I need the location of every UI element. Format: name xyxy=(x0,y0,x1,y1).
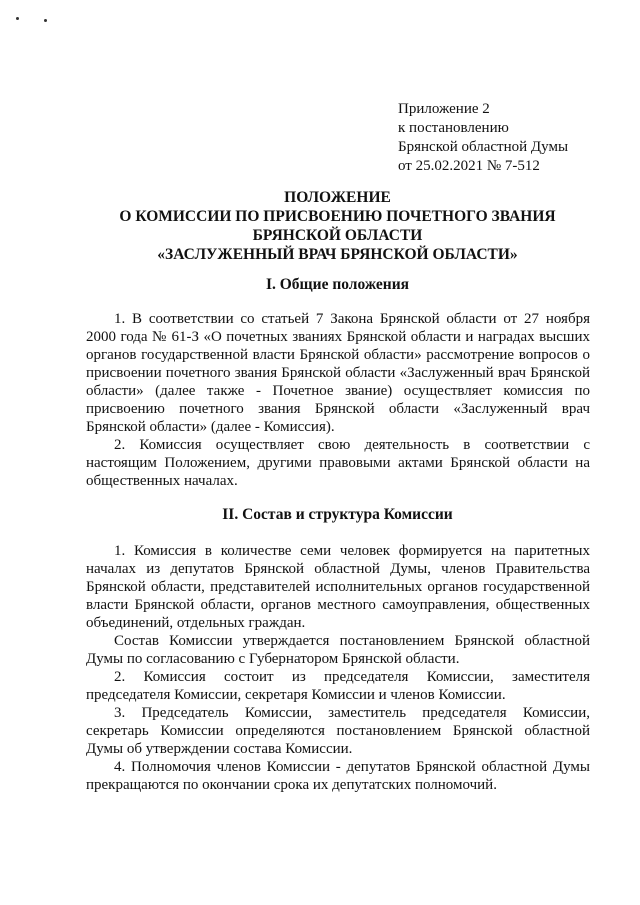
title-line: ПОЛОЖЕНИЕ xyxy=(284,189,391,206)
paragraph: 1. В соответствии со статьей 7 Закона Брянской области от 27 ноября 2000 года № 61-З «О почетных званиях Брянской области и наградах высших органов государственной власти Брянской области» рассмотрение вопросов о присвоении почетного звания Брянской области «Заслуженный врач Брянской области» (далее также - Почетное звание) осуществляет комиссия по присвоению почетного звания Брянской области «Заслуженный врач Брянской области» (далее - Комиссия). xyxy=(86,311,590,435)
title-line: О КОМИССИИ ПО ПРИСВОЕНИЮ ПОЧЕТНОГО ЗВАНИЯ xyxy=(119,208,556,225)
section-body xyxy=(86,542,590,794)
appendix-block xyxy=(398,100,568,176)
section-body xyxy=(86,310,590,490)
appendix-line: Брянской областной Думы xyxy=(398,139,569,155)
paragraph: 2. Комиссия состоит из председателя Комиссии, заместителя председателя Комиссии, секретаря Комиссии и членов Комиссии. xyxy=(86,669,590,703)
scan-speck xyxy=(16,17,19,20)
paragraph: 4. Полномочия членов Комиссии - депутатов Брянской областной Думы прекращаются по окончании срока их депутатских полномочий. xyxy=(86,759,590,793)
section-heading: II. Состав и структура Комиссии xyxy=(222,506,453,523)
section-heading: I. Общие положения xyxy=(265,276,410,293)
scan-speck xyxy=(44,19,47,22)
title-line: БРЯНСКОЙ ОБЛАСТИ xyxy=(252,227,423,244)
paragraph: 1. Комиссия в количестве семи человек формируется на паритетных началах из депутатов Брянской областной Думы, членов Правительства Брянской области, представителей исполнительных органов государственной власти Брянской области, органов местного самоуправления, общественных объединений, отдельных граждан. xyxy=(86,543,590,631)
document-title xyxy=(60,188,615,264)
appendix-line: Приложение 2 xyxy=(398,101,490,117)
paragraph: 2. Комиссия осуществляет свою деятельность в соответствии с настоящим Положением, другими правовыми актами Брянской области на общественных началах. xyxy=(86,437,590,489)
appendix-line: к постановлению xyxy=(398,120,509,136)
appendix-line: от 25.02.2021 № 7-512 xyxy=(398,158,540,174)
paragraph: Состав Комиссии утверждается постановлением Брянской областной Думы по согласованию с Губернатором Брянской области. xyxy=(86,633,590,667)
title-line: «ЗАСЛУЖЕННЫЙ ВРАЧ БРЯНСКОЙ ОБЛАСТИ» xyxy=(157,246,518,263)
paragraph: 3. Председатель Комиссии, заместитель председателя Комиссии, секретарь Комиссии определяются постановлением Брянской областной Думы об утверждении состава Комиссии. xyxy=(86,705,590,757)
